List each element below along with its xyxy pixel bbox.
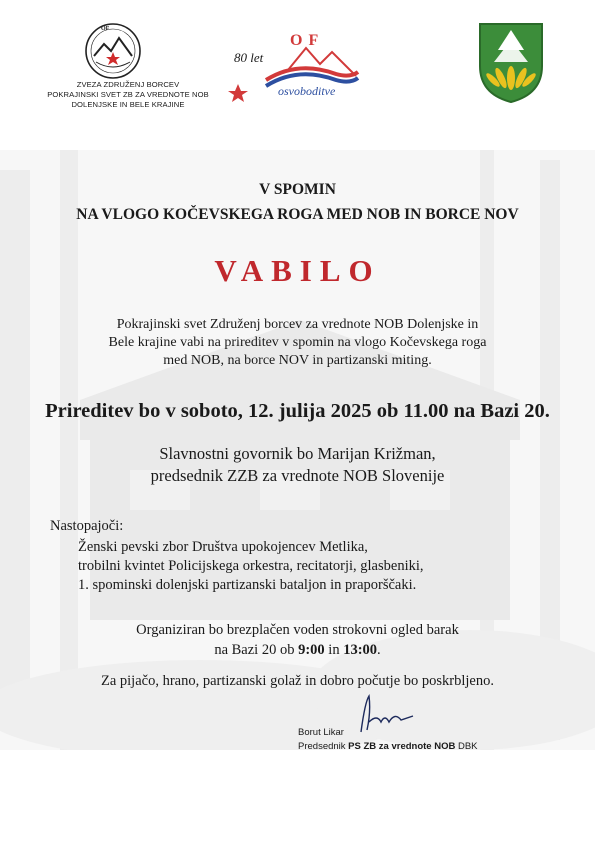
performer-line: trobilni kvintet Policijskega orkestra, recitatorji, glasbeniki,	[78, 558, 424, 574]
intro-line: Pokrajinski svet Združenj borcev za vrednote NOB Dolenjske in	[116, 317, 479, 332]
80-years-of-logo	[228, 28, 368, 102]
performers-list	[78, 538, 424, 595]
handwritten-signature	[355, 692, 415, 736]
of-emblem-letters: OF	[101, 26, 110, 32]
role-suffix: DBK	[455, 741, 478, 752]
organization-name	[8, 80, 248, 110]
of-letters: OF	[290, 32, 325, 49]
tour-time-2: 13:00	[343, 642, 378, 658]
signatory-name: Borut Likar	[298, 727, 344, 738]
tour-text: in	[324, 642, 344, 658]
tour-text: na Bazi 20 ob	[214, 642, 299, 658]
org-line: DOLENJSKE IN BELE KRAJINE	[71, 100, 185, 109]
event-date-location: Prireditev bo v soboto, 12. julija 2025 ob 11.00 na Bazi 20.	[45, 400, 550, 422]
catering-note: Za pijačo, hrano, partizanski golaž in dobro počutje bo poskrbljeno.	[100, 673, 494, 689]
coat-of-arms-logo	[476, 20, 546, 104]
intro-line: Bele krajine vabi na prireditev v spomin na vlogo Kočevskega roga	[108, 335, 487, 350]
intro-line: med NOB, na borce NOV in partizanski miting.	[163, 353, 432, 368]
tour-text: .	[377, 642, 381, 658]
tour-time-1: 9:00	[298, 642, 325, 658]
invitation-heading: VABILO	[214, 253, 381, 288]
guided-tour-info	[0, 620, 595, 660]
anniversary-years: 80 let	[234, 50, 264, 65]
org-line: ZVEZA ZDRUŽENJ BORCEV	[76, 80, 180, 89]
performer-line: 1. spominski dolenjski partizanski bataljon in praporščaki.	[78, 577, 417, 593]
tour-line: Organiziran bo brezplačen voden strokovni ogled barak	[136, 622, 459, 638]
speaker-line: Slavnostni govornik bo Marijan Križman,	[159, 444, 436, 463]
org-line: POKRAJINSKI SVET ZB ZA VREDNOTE NOB	[47, 90, 209, 99]
keynote-speaker	[0, 443, 595, 487]
intro-paragraph	[0, 316, 595, 370]
tour-line	[0, 640, 595, 660]
role-org: PS ZB za vrednote NOB	[348, 741, 456, 752]
speaker-line: predsednik ZZB za vrednote NOB Slovenije	[150, 466, 445, 485]
role-text: Predsednik	[298, 741, 349, 752]
title-line-2: NA VLOGO KOČEVSKEGA ROGA MED NOB IN BORCE NOV	[76, 206, 519, 223]
anniversary-caption: osvoboditve	[278, 84, 336, 98]
performer-line: Ženski pevski zbor Društva upokojencev Metlika,	[78, 539, 368, 555]
signatory-role	[298, 741, 478, 752]
title-line-1: V SPOMIN	[259, 181, 336, 198]
zzb-of-emblem-logo	[84, 22, 142, 80]
performers-label: Nastopajoči:	[50, 518, 124, 534]
